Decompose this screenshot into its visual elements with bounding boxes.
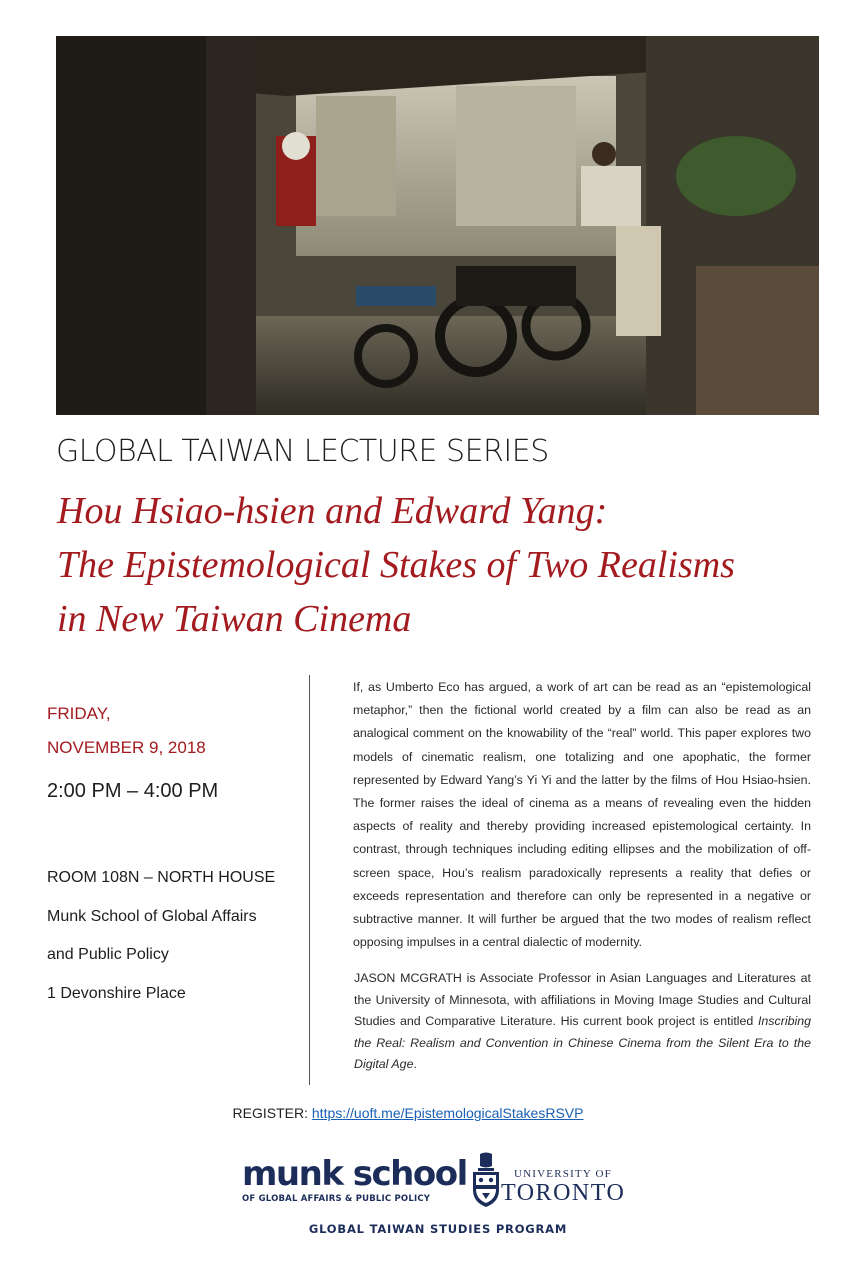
event-time: 2:00 PM – 4:00 PM	[47, 780, 219, 802]
munk-school-logo	[242, 1154, 467, 1204]
lecture-title	[57, 484, 837, 646]
title-line: The Epistemological Stakes of Two Realisms	[57, 544, 735, 586]
uoft-logo	[470, 1152, 640, 1212]
register-link[interactable]: https://uoft.me/EpistemologicalStakesRSVP	[311, 1105, 584, 1121]
program-name: GLOBAL TAIWAN STUDIES PROGRAM	[308, 1222, 568, 1236]
bio-text: JASON MCGRATH is Associate Professor in Asian Languages and Literatures at the University of Minnesota, with affiliations in Moving Image Studies and Cultural Studies and Comparative Literature. His current book project is entitled	[354, 971, 811, 1028]
venue-name-line1: Munk School of Global Affairs	[47, 907, 257, 925]
book-title: Inscribing the Real: Realism and Convention in Chinese Cinema from the Silent Era to the Digital Age	[354, 1014, 811, 1071]
venue-name-line2: and Public Policy	[47, 946, 169, 963]
university-crest-icon	[470, 1152, 502, 1208]
series-heading: GLOBAL TAIWAN LECTURE SERIES	[56, 434, 549, 469]
title-line: in New Taiwan Cinema	[57, 598, 412, 640]
event-venue	[47, 868, 275, 1022]
abstract-paragraph: If, as Umberto Eco has argued, a work of art can be read as an “epistemological metaphor,” then the fictional world created by a film can also be read as an analogical comment on the knowability of the “real” world. This paper explores two models of cinematic realism, one totalizing and one apophatic, the former represented by Edward Yang’s Yi Yi and the latter by the films of Hou Hsiao-hsien. The former raises the ideal of cinema as a means of revealing even the hidden aspects of reality and thereby providing increased epistemological certainty. In contrast, through techniques including editing ellipses and the mobilization of off-screen space, Hou’s realism paradoxically represents a reality that defies or exceeds representation and therefore can only be represented in a negative or subtractive manner. It will further be argued that the two modes of realism reflect opposing impulses in a central dialectic of modernity.	[353, 680, 811, 950]
venue-room: ROOM 108N – NORTH HOUSE	[47, 869, 276, 886]
register-label: REGISTER:	[232, 1105, 312, 1121]
title-line: Hou Hsiao-hsien and Edward Yang:	[57, 490, 608, 532]
event-day: FRIDAY,	[47, 704, 111, 723]
uoft-logo-top: UNIVERSITY OF	[514, 1168, 612, 1180]
venue-address: 1 Devonshire Place	[47, 984, 186, 1002]
speaker-bio	[354, 968, 811, 1076]
hero-film-still	[56, 36, 819, 415]
film-still-image	[56, 36, 819, 415]
column-divider	[309, 675, 310, 1085]
uoft-logo-main: TORONTO	[501, 1180, 626, 1206]
register-line	[0, 1105, 816, 1121]
event-date: NOVEMBER 9, 2018	[47, 738, 206, 757]
bio-end: .	[413, 1057, 417, 1071]
munk-logo-wordmark: munk school	[242, 1154, 467, 1194]
munk-logo-subtitle: OF GLOBAL AFFAIRS & PUBLIC POLICY	[242, 1194, 431, 1204]
